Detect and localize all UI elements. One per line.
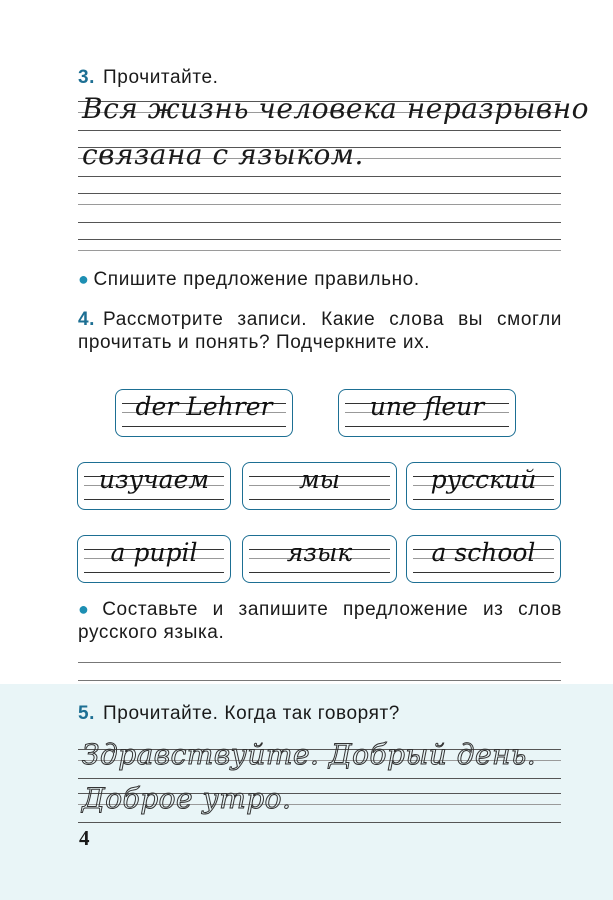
word-card (115, 389, 293, 437)
task4-instruction: Рассмотрите записи. Какие слова вы смогли прочитать и понять? Подчеркните их. (78, 309, 562, 353)
handwriting-line-2: связана с языком. (82, 138, 364, 171)
word-card-text: изучаем (98, 465, 210, 494)
word-card (242, 462, 397, 510)
page-number: 4 (79, 826, 90, 850)
task5-number: 5. (78, 703, 96, 724)
bullet-icon: ● (78, 269, 90, 289)
task3-instruction: Прочитайте. (103, 67, 219, 88)
word-card (406, 535, 561, 583)
word-card-text: язык (286, 538, 353, 567)
task4-heading (78, 308, 562, 354)
task3-followup (78, 268, 562, 291)
writing-line[interactable] (78, 680, 561, 681)
handwriting-line-1: Вся жизнь человека неразрывно (82, 92, 590, 125)
tracing-line-1: Здравствуйте. Добрый день. (82, 738, 537, 771)
task5-instruction: Прочитайте. Когда так говорят? (103, 703, 400, 724)
task3-heading (78, 66, 562, 89)
task4-followup-text: Составьте и запишите предложение из слов русского языка. (78, 599, 562, 643)
word-card-text: a pupil (110, 538, 198, 567)
word-card-text: a school (431, 538, 536, 567)
word-card-text: русский (430, 465, 537, 494)
word-card-text: мы (298, 465, 341, 494)
word-card (406, 462, 561, 510)
word-card-text: une fleur (369, 392, 485, 421)
word-card (338, 389, 516, 437)
word-card (77, 462, 231, 510)
word-card-text: der Lehrer (135, 392, 273, 421)
task3-followup-text: Спишите предложение правильно. (93, 269, 420, 290)
word-card (77, 535, 231, 583)
task4-followup (78, 598, 562, 644)
ruled-line-3[interactable] (78, 193, 561, 223)
ruled-line-4[interactable] (78, 239, 561, 242)
writing-line[interactable] (78, 662, 561, 663)
task4-number: 4. (78, 309, 96, 330)
word-card (242, 535, 397, 583)
bullet-icon: ● (78, 599, 99, 619)
task5-heading (78, 702, 562, 725)
tracing-line-2: Доброе утро. (82, 782, 292, 815)
task3-number: 3. (78, 67, 96, 88)
